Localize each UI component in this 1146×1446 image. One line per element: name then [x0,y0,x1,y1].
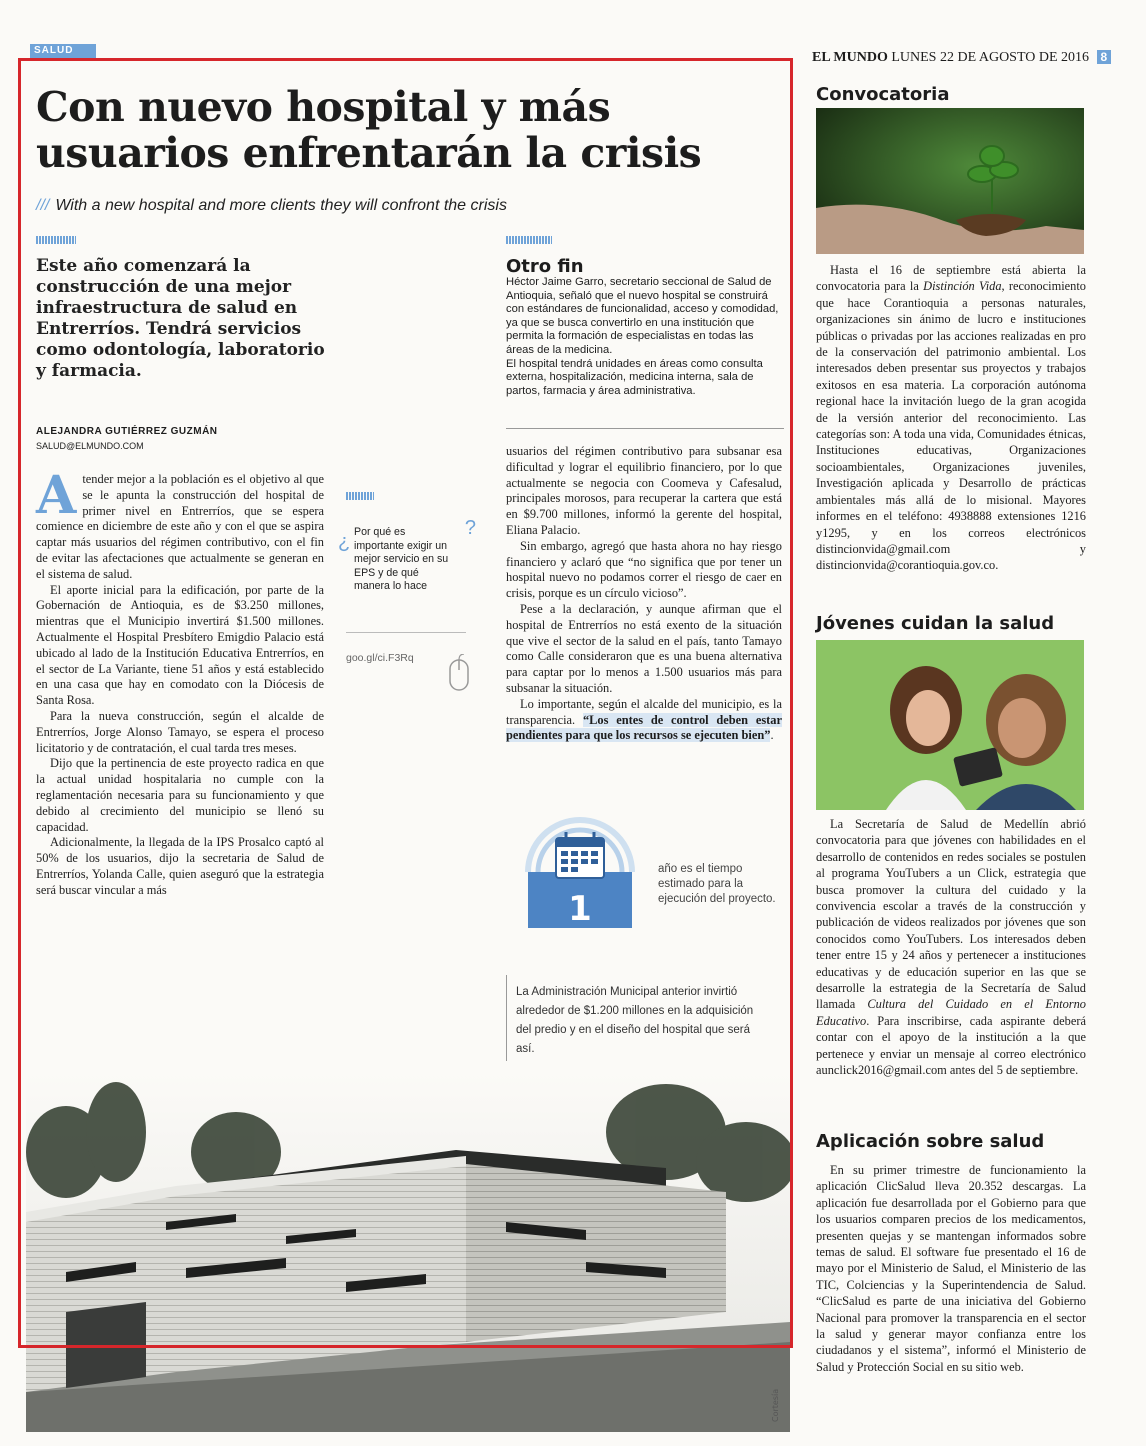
jovenes-paragraph: La Secretaría de Salud de Medellín abrió convocatoria para que jóvenes con habilidades en el desarrollo de contenidos en redes sociales se postulen al programa YouTubers a un Click, estrategia que busca promover la cultura del cuidado y la convivencia escolar a través de la construcción y publicación de videos realizados por jóvenes que son conocidos como YouTubers. Los interesados deben tener entre 15 y 24 años y pertenecer a instituciones educativas y de educación superior en las que se desarrolle la estrategia de la Secretaría de Salud llamada Cultura del Cuidado en el Entorno Educativo. Para inscribirse, cada aspirante deberá contar con el apoyo de la institución a la que pertenece y enviar un mensaje al correo electrónico aunclick2016@gmail.com antes del 5 de septiembre. [816,817,1086,1078]
masthead-date: LUNES 22 DE AGOSTO DE 2016 [891,50,1090,65]
subheadline-text: With a new hospital and more clients they will confront the crisis [55,197,507,214]
otro-fin-title: Otro fin [506,256,584,277]
article-paragraph: Atender mejor a la población es el objetivo al que se le apunta la construcción del hospital de primer nivel en Entrerríos, que se espera comience en diciembre de este año y con el que se aspira captar más usuarios del régimen contributivo, con el fin de evitar las afectaciones que actualmente se generan en el sistema de salud. [36,465,324,581]
otro-fin-paragraph: El hospital tendrá unidades en áreas como consulta externa, hospitalización, medicina interna, sala de partos, farmacia y área administrativa. [506,357,763,397]
aplicacion-paragraph: En su primer trimestre de funcionamiento la aplicación ClicSalud lleva 20.352 descargas. La aplicación fue desarrollada por el Gobierno para que los usuarios comparen precios de los medicamentos, presenten quejas y se mantengan informados sobre temas de salud. El software fue presentado el 16 de mayo por el Ministerio de Salud, el Ministerio de las TIC, Colciencias y la Superintendencia de Salud. “ClicSalud es parte de una iniciativa del Gobierno Nacional para promover la transparencia en el sector la salud y generar mayor confianza entre los ciudadanos y el sistema”, informó el Ministerio de Salud y Protección Social en su sitio web. [816,1163,1086,1374]
hands-plant-photo [816,108,1084,254]
infographic-text: año es el tiempo estimado para la ejecución del proyecto. [658,863,776,905]
convocatoria-title: Convocatoria [816,84,950,105]
question-close-mark: ? [464,517,476,539]
sidebox-link[interactable]: goo.gl/ci.F3Rq [346,652,414,664]
calendar-infographic [520,812,640,930]
article-paragraph: Pese a la declaración, y aunque afirman que el hospital de Entrerríos no está exento de la situación que vive el sector de la salud en el país, tanto Tamayo como Calle consideraron que es una buena alternativa para captar por lo menos a 1.500 usuarios más para subsanar la situación. [506,601,782,695]
article-paragraph: Sin embargo, agregó que hasta ahora no hay riesgo financiero y aclaró que “no significa que por tener un hospital nuevo no podamos correr el riesgo de caer en crisis, porque es un círculo vicioso”. [506,538,782,601]
article-column-1 [36,465,324,899]
otro-fin-body [506,276,781,398]
masthead-paper: EL MUNDO [812,50,888,65]
sidebox-question [338,517,476,594]
article-column-2 [506,444,782,744]
section-tag: SALUD [30,44,96,58]
article-paragraph: Lo importante, según el alcalde del municipio, es la transparencia. “Los entes de control deben estar pendientes para que los recursos se ejecuten bien”. [506,696,782,743]
photo-credit: Cortesía [771,1388,780,1422]
convocatoria-body [816,262,1086,574]
question-open-mark: ¿ [338,531,351,553]
jovenes-body [816,816,1086,1079]
headline: Con nuevo hospital y más usuarios enfrentarán la crisis [36,83,702,177]
sidebox-bar-mark [346,492,374,500]
aplicacion-body [816,1162,1086,1375]
sidebox [338,517,476,594]
aplicacion-title: Aplicación sobre salud [816,1131,1045,1152]
article-paragraph: Dijo que la pertinencia de este proyecto radica en que la actual unidad hospitalaria no cumple con la reglamentación necesaria para su funcionamiento y que debido al crecimiento del municipio se llenó su capacidad. [36,756,324,834]
otro-fin-rule [506,428,784,429]
article-paragraph: El aporte inicial para la edificación, por parte de la Gobernación de Antioquia, es de $3.250 millones, mientras que el Municipio invertirá $1.500 millones. Actualmente el Hospital Presbítero Emigdio Palacio está ubicado al lado de la Institución Educativa Entrerríos, en el sector de La Variante, tiene 51 años y está establecido en una casa que hay en comodato con la Diócesis de Santa Rosa. [36,582,324,708]
article-paragraph: usuarios del régimen contributivo para subsanar esa dificultad y lograr el equilibrio financiero, por lo que actualmente se negocia con Coomeva y Cafesalud, principales morosos, para recuperar la cartera que está en $9.700 millones, informó la gerente del hospital, Eliana Palacio. [506,444,782,537]
lead-paragraph: Este año comenzará la construcción de una mejor infraestructura de salud en Entrerríos. Tendrá servicios como odontología, laboratorio y farmacia. [36,256,325,381]
article-paragraph: Para la nueva construcción, según el alcalde de Entrerríos, Jorge Alonso Tamayo, se espera el proceso licitatorio y de contratación, el cual tarda tres meses. [36,708,324,755]
caption-rule [506,975,507,1061]
subheadline [36,197,507,215]
highlighted-quote: “Los entes de control deben estar pendientes para que los recursos se ejecuten bien” [506,712,782,743]
author: ALEJANDRA GUTIÉRREZ GUZMÁN [36,426,218,437]
article-paragraph: Adicionalmente, la llegada de la IPS Prosalco captó al 50% de los usuarios, dijo la secretaria de Salud de Entrerríos, Yolanda Calle, quien aseguró que la estrategia será buscar vincular a más [36,835,324,897]
masthead [812,50,1111,66]
author-email: SALUD@ELMUNDO.COM [36,441,144,451]
page-number: 8 [1097,50,1112,64]
youths-tablet-photo [816,640,1084,810]
mouse-icon [448,654,470,694]
sidebox-rule [346,632,466,633]
sidebox-question-text: Por qué es importante exigir un mejor servicio en su EPS y de qué manera lo hace [354,526,449,592]
otro-fin-bar-mark [506,236,552,244]
jovenes-title: Jóvenes cuidan la salud [816,613,1055,634]
subheadline-mark: /// [36,197,50,214]
convocatoria-paragraph: Hasta el 16 de septiembre está abierta la convocatoria para la Distinción Vida, reconocimiento que hace Corantioquia a personas naturales, organizaciones sin ánimo de lucro e instituciones públicas o privadas por las acciones realizadas en pro de la conservación del patrimonio ambiental. Los interesados deben presentar sus proyectos y trabajos exitosos en esa materia. La corporación autónoma regional hace la invitación luego de la gran acogida de la versión anterior del reconocimiento. Las categorías son: A toda una vida, Comunidades étnicas, Instituciones educativas, Organizaciones socioambientales, Organizaciones juveniles, Investigación aplicada y Desarrollo de prácticas ambientales más allá de lo misional. Mayores informes en el teléfono: 4938888 extensiones 1216 y1295, y en los correos electrónicos distincionvida@gmail.com y distincionvida@corantioquia.gov.co. [816,263,1086,573]
hospital-rendering [26,1072,790,1432]
otro-fin-paragraph: Héctor Jaime Garro, secretario seccional de Salud de Antioquia, señaló que el nuevo hospital se construirá con estándares de funcionalidad, acceso y comodidad, ya que se busca convertirlo en una institución que permita la formación de especialistas en todas las áreas de la medicina. [506,276,779,356]
dropcap: A [36,465,77,526]
section-bar-mark [36,236,76,244]
infographic-number: 1 [568,889,592,929]
photo-caption: La Administración Municipal anterior invirtió alrededor de $1.200 millones en la adquisición del predio y en el diseño del hospital que será así. [516,986,754,1055]
